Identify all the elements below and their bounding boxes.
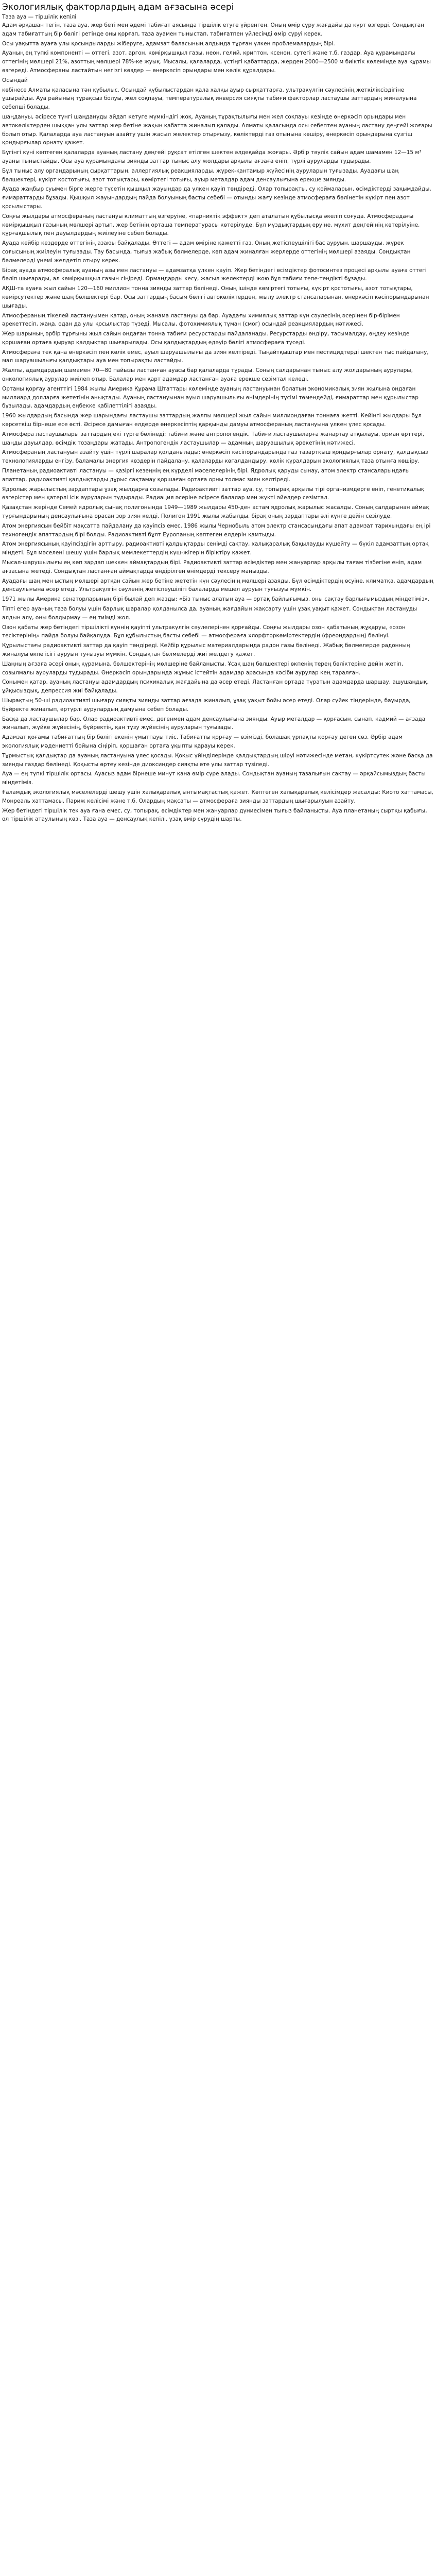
paragraph: Құрылыстағы радиоактивті заттар да қауіп төндіреді. Кейбір құрылыс материалдарында радон газы бөлінеді. Жабық бөлмелерде радонның жиналуы өкпе ісігі ауруын туғызуы мүмкін. Сондықтан бөлмелерді жиі желдету қажет. xyxy=(2,642,410,657)
paragraph: 1971 жылы Америка сенаторларының бірі былай деп жазды: «Біз тыныс алатын ауа — ортақ байлығымыз, оны сақтау барлығымыздың міндетіміз». xyxy=(2,596,430,603)
paragraph: Атмосфераның ластануын азайту үшін түрлі шаралар қолданылады: өнеркәсіп кәсіпорындарында газ тазартқыш қондырғылар орнату, қалдықсыз технологияларды енгізу, баламалы энергия көздерін пайдалану, қалаларды көгалдандыру, көлік құралдарын экологиялық таза отынға көшіру. xyxy=(2,449,428,465)
paragraph: Ядролық жарылыстың зардаптары ұзақ жылдарға созылады. Радиоактивті заттар ауа, су, топырақ арқылы тірі организмдерге еніп, генетикалық өзгерістер мен қатерлі ісік ауруларын тудырады. Радиация әсеріне әсіресе балалар мен жүкті әйелдер сезімтал. xyxy=(2,486,425,501)
paragraph: Ауада жаңбыр суымен бірге жерге түсетін қышқыл жауындар да үлкен қауіп төндіреді. Олар топырақты, су қоймаларын, өсімдіктерді зақымдайды, ғимараттарды бұзады. Қышқыл жауындардың пайда болуының басты себебі — отынды жағу кезінде атмосфераға бөлінетін күкірт пен азот қосылыстары. xyxy=(2,186,431,210)
paragraph: Тіпті егер ауаның таза болуы үшін барлық шаралар қолданылса да, ауаның жағдайын жақсарту үшін ұзақ уақыт қажет. Сондықтан ластануды алдын алу, оны болдырмау — ең тиімді жол. xyxy=(2,606,417,621)
paragraph: Осы уақытта ауаға улы қосындыларды жіберуге, адамзат баласының алдында тұрған үлкен проблемалардың бірі. xyxy=(2,40,335,47)
paragraph: Басқа да ластаушылар бар. Олар радиоактивті емес, дегенмен адам денсаулығына зиянды. Ауыр металдар — қорғасын, сынап, кадмий — ағзада жиналып, жүйке жүйесінің, бүйректің, қан түзу жүйесінің ауруларын туғызады. xyxy=(2,716,426,731)
paragraph: Планетаның радиоактивті ластануы — қазіргі кезеңнің ең күрделі мәселелерінің бірі. Ядролық қаруды сынау, атом электр стансаларындағы апаттар, радиоактивті қалдықтарды дұрыс сақтамау қоршаған ортаға орны толмас зиян келтіреді. xyxy=(2,468,410,483)
paragraph: Адамзат қоғамы табиғаттың бір бөлігі екенін ұмытпауы тиіс. Табиғатты қорғау — өзімізді, болашақ ұрпақты қорғау деген сөз. Әрбір адам экологиялық мәдениетті бойына сіңіріп, қоршаған ортаға ұқыпты қарауы керек. xyxy=(2,734,403,749)
paragraph: Атом энергиясын бейбіт мақсатта пайдалану да қауіпсіз емес. 1986 жылы Чернобыль атом электр стансасындағы апат адамзат тарихындағы ең ірі техногендік апаттардың бірі болды. Радиоактивті бұлт Еуропаның көптеген елдерін қамтыды. xyxy=(2,522,431,538)
paragraph: көбінесе Алматы қаласына тән құбылыс. Осындай құбылыстардан қала халқы ауыр сырқаттарға, ультракүлгін сәулесінің жеткіліксіздігіне ұшырайды. Ауа райының тұрақсыз болуы, жел соқпауы, температуралық инверсия сияқты табиғи факторлар ластаушы заттардың жиналуына себепші болады. xyxy=(2,87,417,111)
article-body xyxy=(2,21,434,824)
paragraph: Бұл тыныс алу органдарының сырқаттарын, аллергиялық реакцияларды, жүрек-қантамыр жүйесінің ауруларын туғызады. Ауадағы шаң бөлшектері, күкірт қостотығы, азот тотықтары, көміртегі тотығы, ауыр металдар адам денсаулығына ерекше зиянды. xyxy=(2,167,399,183)
paragraph: шаңдануы, әсіресе түнгі шаңдануды айдап кетуге мүмкіндігі жоқ. Ауаның тұрақтылығы мен жел соқпауы кезінде өнеркәсіп орындары мен автокөліктерден шыққан улы заттар жер бетіне жақын қабатта жиналып қалады. Алматы қаласында осы себептен ауаның ластану деңгейі жоғары болып отыр. Қалаларда ауа ластануын азайту үшін жасыл желектер отырғызу, көліктерді газ отынына көшіру, өнеркәсіп орындарына сүзгіш қондырғылар орнату қажет. xyxy=(2,113,432,146)
paragraph: Ауадағы шаң мен ыстың мөлшері артқан сайын жер бетіне жететін күн сәулесінің мөлшері азаяды. Бұл өсімдіктердің өсуіне, климатқа, адамдардың денсаулығына әсер етеді. Ультракүлгін сәуленің жетіспеушілігі балаларда мешел ауруын туғызуы мүмкін. xyxy=(2,578,433,593)
paragraph: Шаңның ағзаға әсері оның құрамына, бөлшектерінің мөлшеріне байланысты. Ұсақ шаң бөлшектері өкпенің терең бөліктеріне дейін жетіп, созылмалы ауруларды тудырады. Өнеркәсіп орындарында жұмыс істейтін адамдар арасында кәсіби аурулар кең таралған. xyxy=(2,660,404,676)
paragraph: Жер шарының әрбір тұрғыны жыл сайын ондаған тонна табиғи ресурстарды пайдаланады. Ресурстарды өндіру, тасымалдау, өңдеу кезінде қоршаған ортаға қыруар қалдықтар шығарылады. Осы қалдықтардың едәуір бөлігі атмосфераға түседі. xyxy=(2,331,410,346)
paragraph: Озон қабаты жер бетіндегі тіршілікті күннің қауіпті ультракүлгін сәулелерінен қорғайды. Соңғы жылдары озон қабатының жұқаруы, «озон тесіктерінің» пайда болуы байқалуда. Бұл құбылыстың басты себебі — атмосфераға хлорфторкөміртектердің (фреондардың) бөлінуі. xyxy=(2,624,406,639)
paragraph: Атмосфераға тек қана өнеркәсіп пен көлік емес, ауыл шаруашылығы да зиян келтіреді. Тыңайтқыштар мен пестицидтерді шектен тыс пайдалану, мал шаруашылығы қалдықтары ауа мен топырақты ластайды. xyxy=(2,349,429,364)
paragraph: Жер бетіндегі тіршілік тек ауа ғана емес, су, топырақ, өсімдіктер мен жануарлар дүниесімен тығыз байланысты. Ауа планетаның сыртқы қабығы, ол тіршілік атаулының көзі. Таза ауа — денсаулық кепілі, ұзақ өмір сүрудің шарты. xyxy=(2,807,427,823)
page-title: Экологиялық факторлардың адам ағзасына әсері xyxy=(2,2,234,12)
paragraph: Жалпы, адамдардың шамамен 70—80 пайызы ластанған ауасы бар қалаларда тұрады. Соның салдарынан тыныс алу жолдарының аурулары, онкологиялық аурулар жиілеп отыр. Балалар мен қарт адамдар ластанған ауаға ерекше сезімтал келеді. xyxy=(2,367,413,383)
paragraph: Сонымен қатар, ауаның ластануы адамдардың психикалық жағдайына да әсер етеді. Ластанған ортада тұратын адамдарда шаршау, ашушаңдық, ұйқысыздық, депрессия жиі байқалады. xyxy=(2,679,429,694)
paragraph: 1960 жылдардың басында жер шарындағы ластаушы заттардың жалпы мөлшері жыл сайын миллиондаған тоннаға жетті. Кейінгі жылдары бұл көрсеткіш бірнеше есе өсті. Әсіресе дамыған елдерде өнеркәсіптің қарқынды дамуы атмосфераның ластануына үлкен үлес қосады. xyxy=(2,413,422,428)
paragraph: Атом энергиясының қауіпсіздігін арттыру, радиоактивті қалдықтарды сенімді сақтау, халықаралық бақылауды күшейту — бүкіл адамзаттың ортақ міндеті. Бұл мәселені шешу үшін барлық мемлекеттердің күш-жігерін біріктіру қажет. xyxy=(2,541,429,556)
paragraph: Ауада кейбір кездерде өттегінің азаюы байқалады. Өттегі — адам өміріне қажетті газ. Оның жетіспеушілігі бас ауруын, шаршауды, жүрек соғысының жиілеуін туғызады. Тау басында, тығыз жабық бөлмелерде, көп адам жиналған жерлерде оттегінің мөлшері азаяды. Сондықтан бөлмелерді үнемі желдетіп отыру керек. xyxy=(2,240,411,264)
paragraph: Шырақтың 50-ші радиоактивті шығару сияқты зиянды заттар ағзада жиналып, ұзақ уақыт бойы әсер етеді. Олар сүйек тіндерінде, бауырда, бүйректе жиналып, әртүрлі аурулардың дамуына себеп болады. xyxy=(2,697,411,713)
paragraph: Осындай xyxy=(2,77,28,83)
paragraph: Соңғы жылдары атмосфераның ластануы климаттың өзгеруіне, «парниктік эффект» деп аталатын құбылысқа әкеліп соғуда. Атмосферадағы көмірқышқыл газының мөлшері артып, жер бетінің орташа температурасы көтерілуде. Бұл мұздықтардың еруіне, мұхит деңгейінің көтерілуіне, құрғақшылық пен дауылдардың жиілеуіне себеп болады. xyxy=(2,213,420,237)
paragraph: Ауаның ең түпкі компоненті — оттегі, азот, аргон, көмірқышқыл газы, неон, гелий, криптон, ксенон, сутегі және т.б. газдар. Ауа құрамындағы оттегінің мөлшері 21%, азоттың мөлшері 78%-ке жуық. Мысалы, қалаларда, үстіңгі қабаттарда, жерден 2000—2500 м биіктік көлемінде ауа құрамы өзгереді. Атмосфераны ластайтын негізгі көздер — өнеркәсіп орындары мен көлік құралдары. xyxy=(2,50,431,74)
article xyxy=(0,0,436,828)
paragraph: АҚШ-та ауаға жыл сайын 120—160 миллион тонна зиянды заттар бөлінеді. Оның ішінде көміртегі тотығы, күкірт қостотығы, азот тотықтары, көмірсутектер және шаң бөлшектері бар. Осы заттардың басым бөлігі автокөліктерден, жылу электр стансаларынан, өнеркәсіп кәсіпорындарынан шығады. xyxy=(2,285,429,309)
paragraph: Тұрмыстық қалдықтар да ауаның ластануына үлес қосады. Қоқыс үйінділерінде қалдықтардың шіруі нәтижесінде метан, күкіртсутек және басқа да зиянды газдар бөлінеді. Қоқысты өртеу кезінде диоксиндер сияқты өте улы заттар түзіледі. xyxy=(2,752,433,768)
paragraph: Атмосфера ластаушылары заттардың екі түрге бөлінеді: табиғи және антропогендік. Табиғи ластаушыларға жанартау атқылауы, орман өрттері, шаңды дауылдар, өсімдік тозаңдары жатады. Антропогендік ластаушылар — адамның шаруашылық әрекетінің нәтижесі. xyxy=(2,431,425,446)
paragraph: Адам әрқашан тегін, таза ауа, жер беті мен әдемі табиғат аясында тіршілік етуге үйренген. Оның өмір сүру жағдайы да күрт өзгерді. Сондықтан адам табиғаттың бір бөлігі ретінде оны қорғап, таза ауамен тыныстап, табиғатпен үйлесімді өмір сүруі керек. xyxy=(2,22,425,37)
paragraph: Қазақстан жерінде Семей ядролық сынақ полигонында 1949—1989 жылдары 450-ден астам ядролық жарылыс жасалды. Соның салдарынан аймақ тұрғындарының денсаулығына орасан зор зиян келді. Полигон 1991 жылы жабылды, бірақ оның зардаптары әлі күнге дейін сезілуде. xyxy=(2,504,429,520)
paragraph: Ғаламдық экологиялық мәселелерді шешу үшін халықаралық ынтымақтастық қажет. Көптеген халықаралық келісімдер жасалды: Киото хаттамасы, Монреаль хаттамасы, Париж келісімі және т.б. Олардың мақсаты — атмосфераға зиянды заттардың шығарылуын азайту. xyxy=(2,789,433,804)
paragraph: Ауа — ең түпкі тіршілік ортасы. Ауасыз адам бірнеше минут қана өмір сүре алады. Сондықтан ауаның тазалығын сақтау — әрқайсымыздың басты міндетіміз. xyxy=(2,771,426,786)
paragraph: Ортаны қорғау агенттігі 1984 жылы Америка Құрама Штаттары көлемінде ауаның ластануынан болатын экономикалық зиян жылына ондаған миллиард долларға жететінін анықтады. Ауаның ластануынан ауыл шаруашылығы өнімдерінің түсімі төмендейді, ғимараттар мен құрылыстар бұзылады, адамдардың еңбекке қабілеттілігі азаяды. xyxy=(2,385,418,410)
subtitle: Таза ауа — тіршілік кепілі xyxy=(2,14,77,20)
paragraph: Бүгінгі күні көптеген қалаларда ауаның ластану деңгейі рұқсат етілген шектен әлдеқайда жоғары. Әрбір тәулік сайын адам шамамен 12—15 м³ ауаны тыныстайды. Осы ауа құрамындағы зиянды заттар тыныс алу жолдары арқылы ағзаға еніп, түрлі ауруларды тудырады. xyxy=(2,149,422,164)
paragraph: Мысал-шарушылығы ең көп зардап шеккен аймақтардың бірі. Радиоактивті заттар өсімдіктер мен жануарлар арқылы тағам тізбегіне еніп, адам ағзасына жетеді. Сондықтан ластанған аймақтарда өндірілген өнімдерді тексеру маңызды. xyxy=(2,560,422,574)
paragraph: Атмосфераның тікелей ластануымен қатар, оның жанама ластануы да бар. Ауадағы химиялық заттар күн сәулесінің әсерінен бір-бірімен әрекеттесіп, жаңа, одан да улы қосылыстар түзеді. Мысалы, фотохимиялық тұман (смог) осындай реакциялардың нәтижесі. xyxy=(2,312,400,328)
paragraph: Бірақ ауада атмосфералық ауаның азы мен ластануы — адамзатқа үлкен қауіп. Жер бетіндегі өсімдіктер фотосинтез процесі арқылы ауаға оттегі бөліп шығарады, ал көмірқышқыл газын сіңіреді. Ормандарды кесу, жасыл желектерді жою бұл табиғи тепе-теңдікті бұзады. xyxy=(2,267,427,282)
